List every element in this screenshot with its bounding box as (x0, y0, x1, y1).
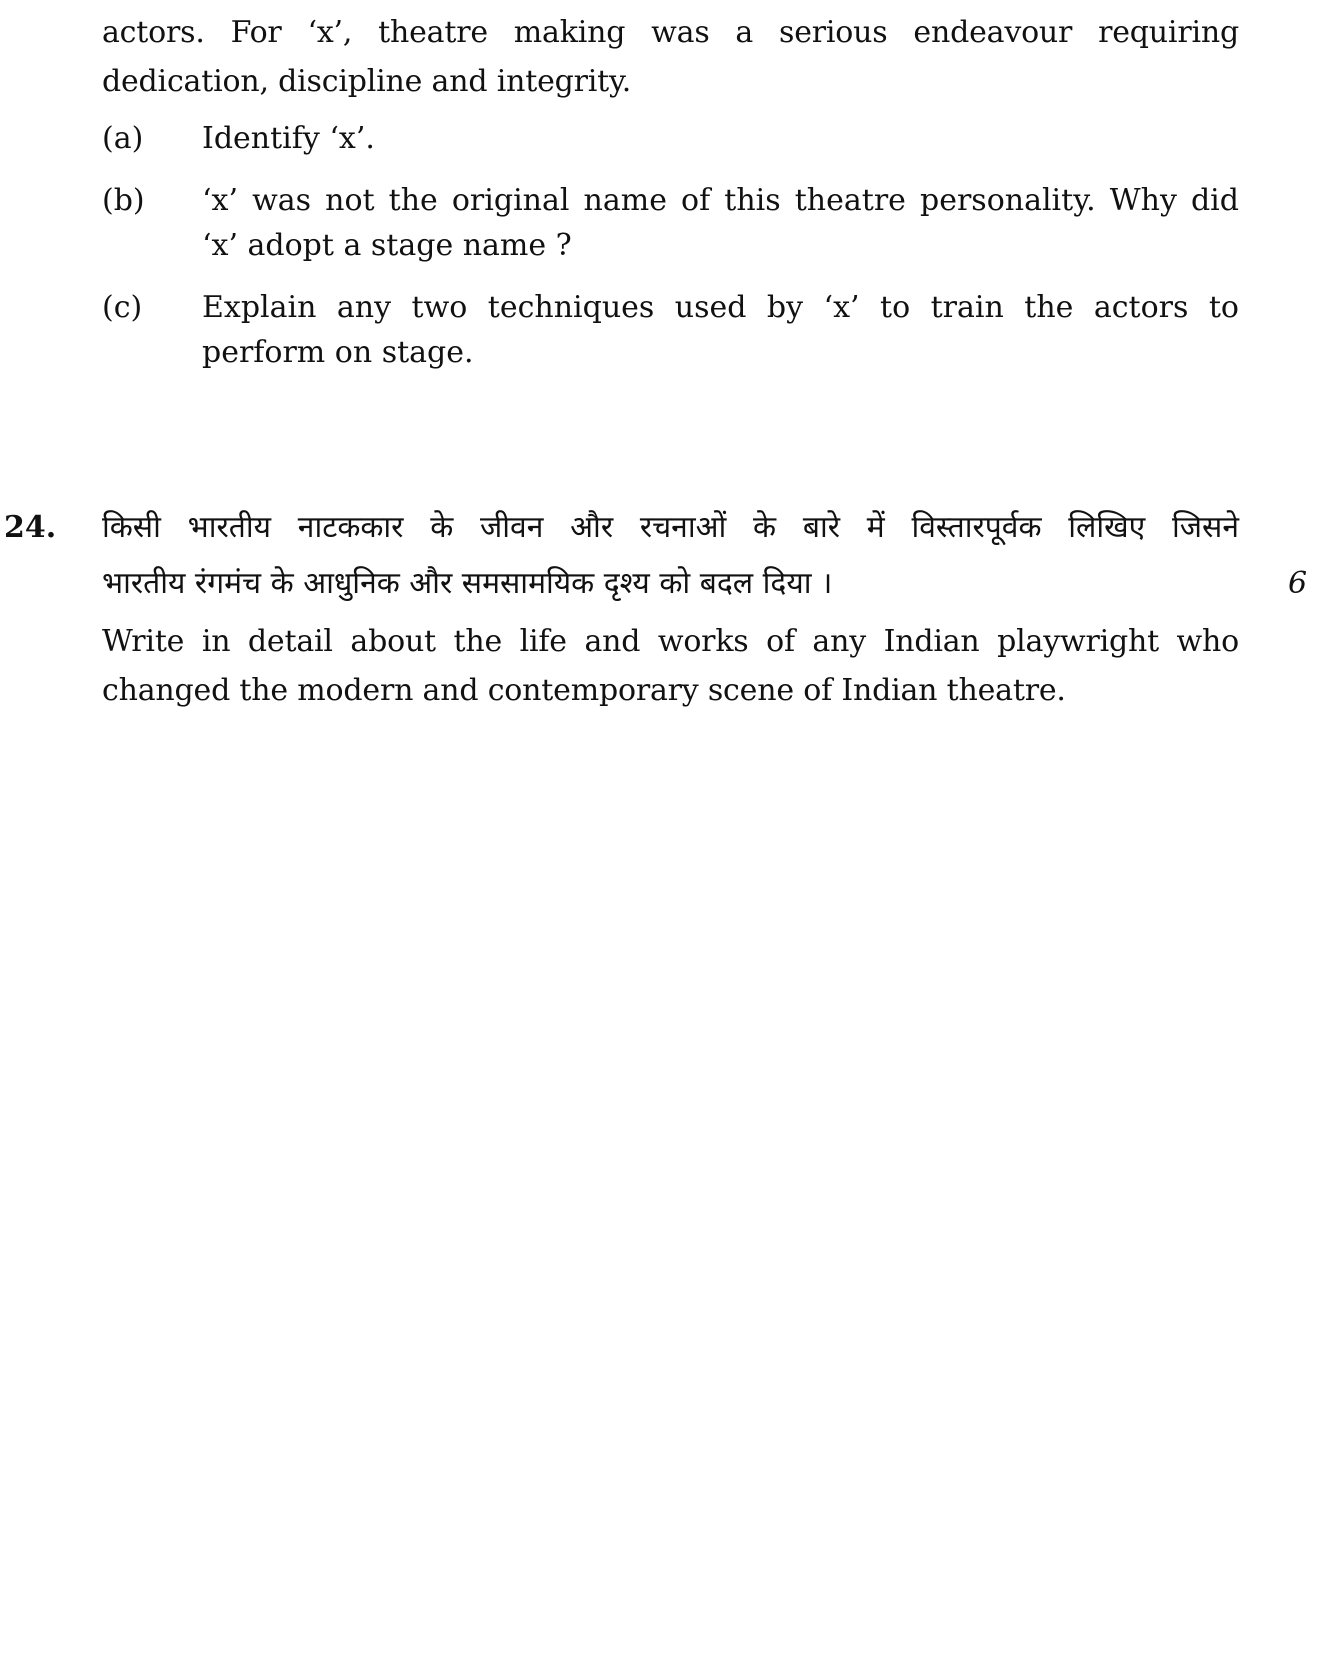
subpart-label: (a) (102, 121, 144, 156)
q24-hindi-line-1: किसी भारतीय नाटककार के जीवन और रचनाओं के बारे में विस्तारपूर्वक लिखिए जिसने (102, 510, 1239, 545)
subpart-a-line-1: Identify ‘x’. (202, 121, 375, 156)
q23-intro-line-2: dedication, discipline and integrity. (102, 64, 632, 99)
subpart-b-line-2: ‘x’ adopt a stage name ? (202, 228, 572, 263)
q24-english-text (102, 617, 1239, 715)
q23-intro-paragraph (102, 8, 1239, 106)
q24-hindi-line-2: भारतीय रंगमंच के आधुनिक और समसामयिक दृश्य को बदल दिया । (102, 566, 833, 601)
subpart-b-line-1: ‘x’ was not the original name of this theatre personality. Why did (202, 183, 1239, 218)
question-number: 24. (4, 510, 57, 545)
q24-english-line-1: Write in detail about the life and works of any Indian playwright who (102, 624, 1239, 659)
q24-hindi-text (102, 500, 1239, 612)
q23-intro-line-1: actors. For ‘x’, theatre making was a serious endeavour requiring (102, 15, 1239, 50)
subpart-label: (b) (102, 183, 145, 218)
subpart-text (202, 116, 1239, 161)
subpart-label: (c) (102, 290, 143, 325)
marks-label: 6 (1288, 566, 1308, 601)
q24-english-line-2: changed the modern and contemporary scene of Indian theatre. (102, 673, 1066, 708)
subpart-c-line-1: Explain any two techniques used by ‘x’ to train the actors to (202, 290, 1239, 325)
subpart-text (202, 285, 1239, 375)
subpart-c-line-2: perform on stage. (202, 335, 474, 370)
subpart-text (202, 178, 1239, 268)
